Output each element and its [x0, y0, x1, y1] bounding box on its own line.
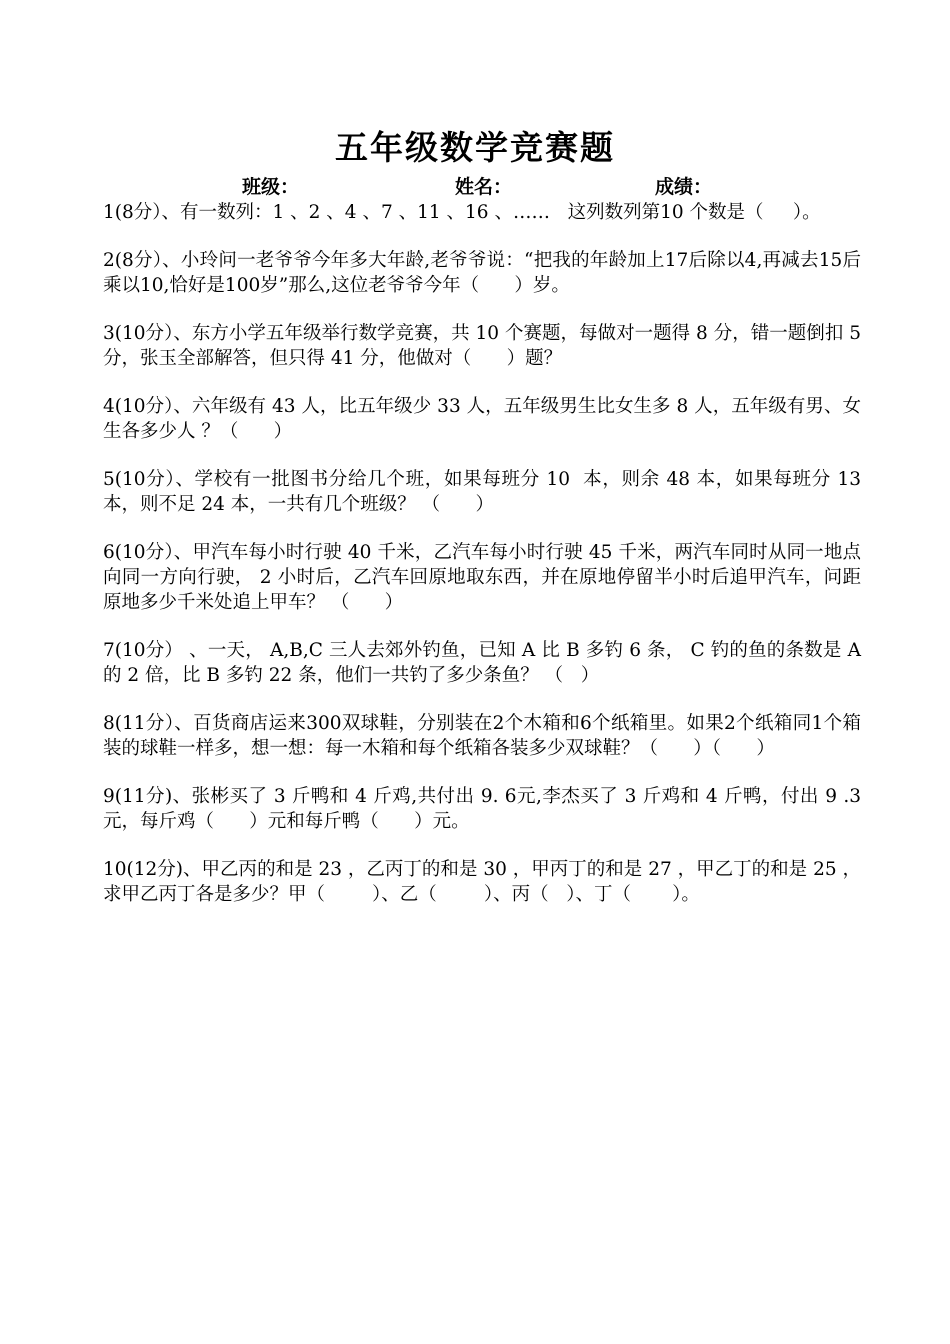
question-3: 3(10分）、东方小学五年级举行数学竞赛，共 10 个赛题，每做对一题得 8 分，错一题倒扣 5 分，张玉全部解答，但只得 41 分，他做对（ ）题？ [103, 323, 867, 369]
question-8: 8(11分）、百货商店运来300双球鞋，分别装在2个木箱和6个纸箱里。如果2个纸箱同1个箱装的球鞋一样多，想一想：每一木箱和每个纸箱各装多少双球鞋？（ ）（ ） [103, 713, 861, 759]
question-7: 7(10分） 、一天， A,B,C 三人去郊外钓鱼，已知 A 比 B 多钓 6 条， C 钓的鱼的条数是 A 的 2 倍，比 B 多钓 22 条，他们一共钓了多少条鱼？ （ ） [103, 640, 867, 686]
question-1: 1(8分）、有一数列：1 、2 、4 、7 、11 、16 、…… 这列数列第10 个数是（ ）。 [103, 202, 821, 223]
name-label: 姓名： [455, 176, 513, 198]
class-label: 班级： [242, 176, 300, 198]
question-6: 6(10分）、甲汽车每小时行驶 40 千米，乙汽车每小时行驶 45 千米，两汽车同时从同一地点向同一方向行驶， 2 小时后，乙汽车回原地取东西，并在原地停留半小时后追甲汽车，问距原地多少千米处追上甲车？ （ ） [103, 542, 861, 613]
page-title: 五年级数学竞赛题 [335, 128, 615, 167]
question-list [103, 200, 867, 930]
question-2: 2(8分）、小玲问一老爷爷今年多大年龄,老爷爷说：“把我的年龄加上17后除以4,再减去15后乘以10,恰好是100岁”那么,这位老爷爷今年（ ）岁。 [103, 250, 861, 296]
header-fields [0, 174, 950, 200]
score-label: 成绩： [655, 176, 713, 198]
question-4: 4(10分）、六年级有 43 人，比五年级少 33 人，五年级男生比女生多 8 人，五年级有男、女生各多少人 ？（ ） [103, 396, 861, 442]
question-5: 5(10分）、学校有一批图书分给几个班，如果每班分 10 本，则余 48 本，如果每班分 13 本，则不足 24 本，一共有几个班级？ （ ） [103, 469, 867, 515]
question-10: 10(12分)、甲乙丙的和是 23 ，乙丙丁的和是 30 ，甲丙丁的和是 27 ，甲乙丁的和是 25 ，求甲乙丙丁各是多少？甲（ ）、乙（ ）、丙（ ）、丁（ ）。 [103, 859, 861, 905]
question-9: 9(11分)、张彬买了 3 斤鸭和 4 斤鸡,共付出 9. 6元,李杰买了 3 斤鸡和 4 斤鸭，付出 9 .3元，每斤鸡（ ）元和每斤鸭（ ）元。 [103, 786, 861, 832]
